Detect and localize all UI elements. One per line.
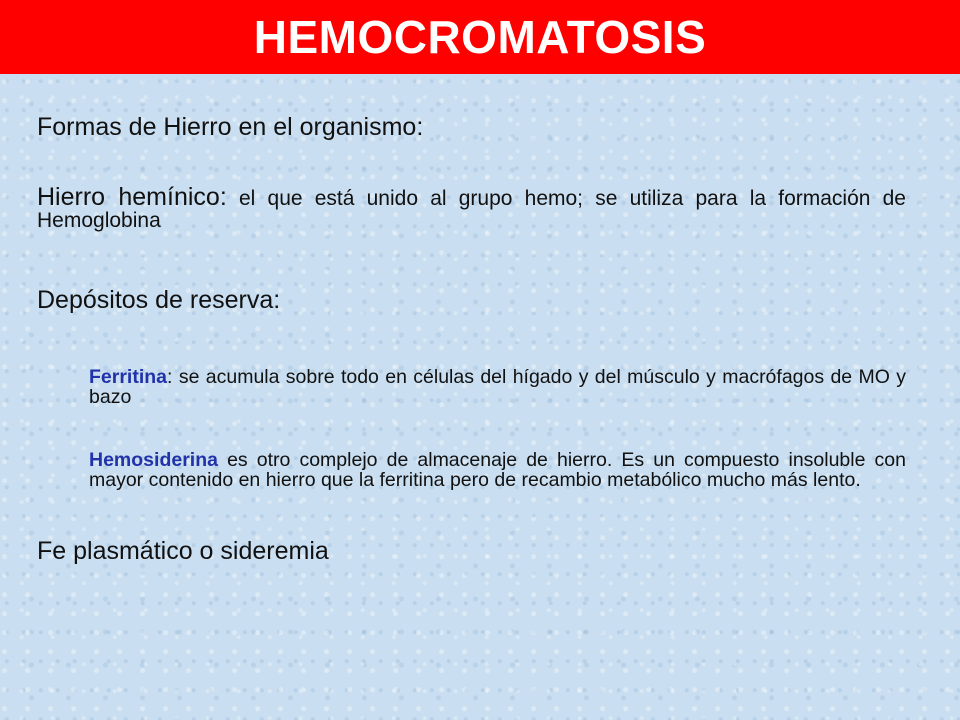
hierro-heminico-paragraph [37, 183, 906, 232]
hierro-heminico-text: el que está unido al grupo hemo; se utiliza para la formación de Hemoglobina [37, 187, 906, 232]
hemosiderina-paragraph [89, 450, 906, 490]
ferritina-text: se acumula sobre todo en células del hígado y del músculo y macrófagos de MO y bazo [89, 366, 907, 408]
formas-heading: Formas de Hierro en el organismo: [37, 113, 424, 141]
ferritina-term: Ferritina [89, 366, 168, 388]
title-bar [0, 0, 960, 74]
slide-title: HEMOCROMATOSIS [253, 11, 707, 63]
ferritina-paragraph: Ferritina: se acumula sobre todo en células del hígado y del músculo y macrófagos de MO y bazo [89, 366, 907, 408]
slide-content [37, 112, 906, 566]
hierro-heminico-label: Hierro hemínico: [37, 183, 227, 211]
hemosiderina-term: Hemosiderina [89, 449, 218, 471]
hemosiderina-text: es otro complejo de almacenaje de hierro. Es un compuesto insoluble con mayor contenido en hierro que la ferritina pero de recambio metabólico mucho más lento. [89, 449, 906, 491]
depositos-heading: Depósitos de reserva: [37, 286, 281, 314]
fe-plasmatico-heading: Fe plasmático o sideremia [37, 537, 329, 565]
